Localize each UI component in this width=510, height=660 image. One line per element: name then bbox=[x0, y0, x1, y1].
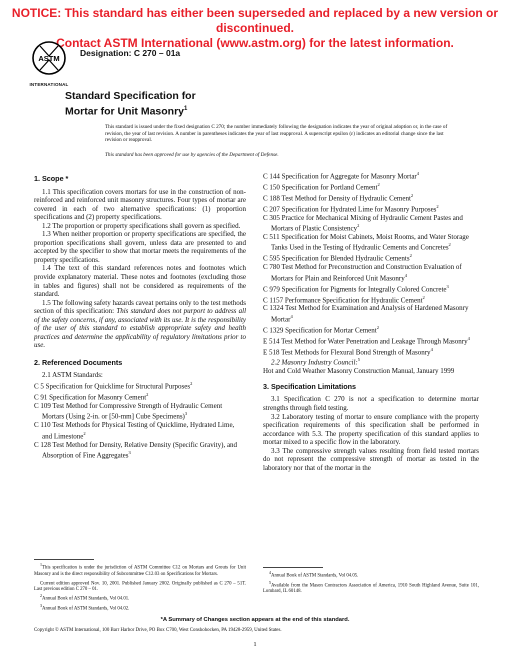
reference-footnote-mark: 2 bbox=[409, 253, 412, 259]
copyright-notice: Copyright © ASTM International, 100 Barr Harbor Drive, PO Box C700, West Conshohocken, PA 19428-2959, United States. bbox=[34, 628, 282, 633]
reference-footnote-mark: 2 bbox=[422, 294, 425, 300]
reference-item bbox=[263, 170, 479, 181]
footnote-text: Annual Book of ASTM Standards, Vol 04.01. bbox=[42, 596, 130, 602]
footnote-text: This specification is under the jurisdiction of ASTM Committee C12 on Mortars and Grouts for Unit Masonry and is the direct responsibility of Subcommittee C12.03 on Specifications for Mortars. bbox=[34, 565, 246, 577]
masonry-manual-reference: Hot and Cold Weather Masonry Construction Manual, January 1999 bbox=[263, 367, 455, 376]
reference-item bbox=[263, 252, 479, 263]
safety-caveat: This standard does not purport to address all of the safety concerns, if any, associated with its use. It is the responsibility of the user of this standard to establish appropriate safety and health practices and determine the applicability of regulatory limitations prior to use. bbox=[34, 307, 247, 350]
title-line-2 bbox=[65, 103, 365, 119]
footnote-mark: 2 bbox=[40, 593, 42, 599]
footnote-mark: 4 bbox=[269, 570, 271, 575]
reference-item bbox=[263, 263, 479, 282]
reference-item bbox=[263, 203, 479, 214]
footnote-mark: 3 bbox=[40, 602, 42, 608]
reference-list-right bbox=[263, 170, 479, 356]
reference-text: C 91 Specification for Masonry Cement bbox=[34, 393, 147, 402]
reference-text: C 5 Specification for Quicklime for Structural Purposes bbox=[34, 382, 191, 391]
reference-footnote-mark: 2 bbox=[357, 223, 360, 229]
reference-text: C 144 Specification for Aggregate for Masonry Mortar bbox=[263, 172, 417, 181]
reference-footnote-mark: 2 bbox=[377, 181, 380, 187]
footnote bbox=[263, 570, 479, 580]
reference-text: C 780 Test Method for Preconstruction and Construction Evaluation of Mortars for Plain and Reinforced Unit Masonry bbox=[263, 263, 462, 283]
reference-item bbox=[34, 402, 246, 421]
reference-footnote-mark: 2 bbox=[436, 203, 439, 209]
astm-logo-icon bbox=[30, 40, 68, 80]
footnote bbox=[34, 578, 246, 594]
reference-text: C 128 Test Method for Density, Relative Density (Specific Gravity), and Absorption of Fine Aggregates bbox=[34, 440, 238, 460]
reference-text: C 207 Specification for Hydrated Lime for Masonry Purposes bbox=[263, 204, 437, 213]
title-line-2-text: Mortar for Unit Masonry bbox=[65, 105, 185, 118]
logo-subtitle: INTERNATIONAL bbox=[29, 82, 69, 87]
reference-text: C 1324 Test Method for Examination and Analysis of Hardened Masonry Mortar bbox=[263, 304, 469, 324]
reference-item bbox=[263, 294, 479, 305]
designation: Designation: C 270 – 01a bbox=[80, 48, 181, 58]
reference-footnote-mark: 3 bbox=[128, 450, 131, 456]
title-line-1: Standard Specification for bbox=[65, 90, 196, 102]
reference-text: C 1329 Specification for Mortar Cement bbox=[263, 326, 377, 335]
dod-approval-note: This standard has been approved for use by agencies of the Department of Defense. bbox=[105, 152, 279, 158]
paragraph-1-5 bbox=[34, 299, 246, 350]
section-heading-referenced-documents: 2. Referenced Documents bbox=[34, 357, 123, 367]
document-title bbox=[65, 90, 365, 119]
reference-footnote-mark: 3 bbox=[446, 283, 449, 289]
footnote-divider-right bbox=[263, 567, 323, 568]
reference-text: E 514 Test Method for Water Penetration and Leakage Through Masonry bbox=[263, 337, 468, 346]
reference-footnote-mark: 4 bbox=[416, 171, 420, 176]
reference-footnote-mark: 2 bbox=[376, 324, 379, 330]
reference-item bbox=[34, 441, 246, 460]
paragraph-2-2-footnote-mark: 5 bbox=[357, 357, 360, 363]
title-footnote-mark: 1 bbox=[184, 106, 188, 112]
paragraph-3-2: 3.2 Laboratory testing of mortar to ensure compliance with the property specification requirements of this specification shall be performed in accordance with 5.3. The property specification of this standard applies to mortar mixed to a specific flow in the laboratory. bbox=[263, 412, 479, 447]
paragraph-3-1-rest: a specification to determine mortar strengths through field testing. bbox=[263, 395, 479, 412]
page-number: 1 bbox=[253, 641, 257, 648]
reference-footnote-mark: 4 bbox=[467, 335, 470, 341]
reference-footnote-mark: 2 bbox=[83, 430, 86, 436]
paragraph-3-3: 3.3 The compressive strength values resulting from field tested mortars do not represent the compressive strength of mortar as tested in the laboratory nor that of the mortar in the bbox=[263, 446, 479, 472]
summary-of-changes-note: *A Summary of Changes section appears at the end of this standard. bbox=[160, 617, 350, 623]
logo-text: ASTM bbox=[38, 54, 60, 63]
footnote-text: Available from the Mason Contractors Association of America, 1910 South Highland Avenue, Suite 101, Lombard, IL 60148. bbox=[263, 583, 479, 595]
paragraph-3-1-emphasis: not bbox=[357, 395, 367, 404]
paragraph-2-2-text: 2.2 Masonry Industry Council: bbox=[271, 358, 358, 367]
reference-item bbox=[263, 233, 479, 252]
paragraph-3-1-lead: 3.1 Specification C 270 is bbox=[271, 395, 358, 404]
paragraph-1-3: 1.3 When neither proportion or property specifications are specified, the proportion specifications shall govern, unless data are presented to and accepted by the specifier to show that mortar meets the requirements of the property specifications. bbox=[34, 230, 246, 264]
reference-item bbox=[263, 181, 479, 192]
section-heading-specification-limitations: 3. Specification Limitations bbox=[263, 381, 357, 391]
reference-item bbox=[263, 214, 479, 233]
footnote-text: Annual Book of ASTM Standards, Vol 04.02. bbox=[42, 606, 130, 612]
reference-footnote-mark: 4 bbox=[430, 346, 433, 352]
reference-text: E 518 Test Methods for Flexural Bond Strength of Masonry bbox=[263, 347, 431, 356]
reference-footnote-mark: 2 bbox=[448, 242, 451, 248]
reference-footnote-mark: 4 bbox=[290, 313, 293, 319]
notice-line-1: NOTICE: This standard has either been superseded and replaced by a new version or discontinued. bbox=[11, 6, 499, 35]
paragraph-1-4: 1.4 The text of this standard references notes and footnotes which provide explanatory material. These notes and footnotes (excluding those in tables and figures) shall not be considered as requirements of the standard. bbox=[34, 264, 246, 299]
footnote-divider-left bbox=[34, 559, 94, 560]
reference-item bbox=[34, 380, 246, 391]
footnote-mark: 5 bbox=[269, 579, 271, 585]
reference-text: C 109 Test Method for Compressive Strength of Hydraulic Cement Mortars (Using 2-in. or [50-mm] Cube Specimens) bbox=[34, 401, 223, 421]
reference-item bbox=[263, 304, 479, 323]
footnotes-left bbox=[34, 562, 246, 612]
reference-text: C 110 Test Methods for Physical Testing of Quicklime, Hydrated Lime, and Limestone bbox=[34, 421, 235, 441]
footnote-text: Current edition approved Nov. 10, 2001. Published January 2002. Originally published as C 270 – 51T. Last previous edition C 270 – 01. bbox=[34, 581, 246, 593]
reference-item bbox=[34, 391, 246, 402]
footnotes-right bbox=[263, 570, 479, 595]
reference-text: C 305 Practice for Mechanical Mixing of Hydraulic Cement Pastes and Mortars of Plastic Consistency bbox=[263, 213, 463, 233]
footnote bbox=[34, 603, 246, 613]
notice-line-2: Contact ASTM International (www.astm.org) for the latest information. bbox=[56, 36, 454, 50]
footnote-mark: 1 bbox=[40, 562, 42, 567]
reference-footnote-mark: 4 bbox=[404, 272, 407, 278]
reference-text: C 979 Specification for Pigments for Integrally Colored Concrete bbox=[263, 284, 447, 293]
left-column bbox=[34, 171, 246, 460]
footnote bbox=[34, 562, 246, 578]
reference-text: C 1157 Performance Specification for Hydraulic Cement bbox=[263, 295, 423, 304]
paragraph-3-1 bbox=[263, 395, 479, 412]
paragraph-1-5-lead: 1.5 The following safety hazards caveat pertains only to the test methods section of this specification: bbox=[34, 298, 246, 316]
paragraph-1-1: 1.1 This specification covers mortars for use in the construction of non-reinforced and reinforced unit masonry structures. Four types of mortar are covered in each of two alternative specifications: (1) proportion specifications and (2) property specifications. bbox=[34, 187, 246, 222]
reference-footnote-mark: 2 bbox=[190, 381, 193, 387]
issuance-statement: This standard is issued under the fixed designation C 270; the number immediately following the designation indicates the year of original adoption or, in the case of revision, the year of last revision. A number in parentheses indicates the year of last reapproval. A superscript epsilon (ε) indicates an editorial change since the last revision or reapproval. bbox=[105, 124, 448, 144]
reference-item bbox=[263, 324, 479, 335]
reference-text: C 595 Specification for Blended Hydraulic Cements bbox=[263, 254, 410, 263]
reference-text: C 188 Test Method for Density of Hydraulic Cement bbox=[263, 194, 411, 203]
paragraph-2-1: 2.1 ASTM Standards: bbox=[42, 371, 103, 380]
footnote bbox=[34, 593, 246, 603]
reference-text: C 150 Specification for Portland Cement bbox=[263, 183, 378, 192]
reference-footnote-mark: 2 bbox=[146, 391, 149, 397]
reference-item bbox=[263, 192, 479, 203]
reference-list-left bbox=[34, 380, 246, 460]
reference-item bbox=[34, 421, 246, 440]
paragraph-1-2: 1.2 The proportion or property specifications shall govern as specified. bbox=[42, 221, 241, 230]
footnote bbox=[263, 580, 479, 596]
reference-item bbox=[263, 283, 479, 294]
reference-item bbox=[263, 346, 479, 357]
reference-text: C 511 Specification for Moist Cabinets, Moist Rooms, and Water Storage Tanks Used in the Testing of Hydraulic Cements and Concretes bbox=[263, 232, 469, 252]
reference-footnote-mark: 2 bbox=[410, 192, 414, 198]
reference-footnote-mark: 3 bbox=[184, 411, 188, 417]
section-heading-scope: 1. Scope * bbox=[34, 174, 69, 183]
supersede-notice bbox=[0, 6, 510, 51]
reference-item bbox=[263, 335, 479, 346]
footnote-text: Annual Book of ASTM Standards, Vol 04.05. bbox=[271, 573, 359, 579]
right-column bbox=[263, 170, 479, 472]
paragraph-2-2 bbox=[263, 356, 479, 367]
